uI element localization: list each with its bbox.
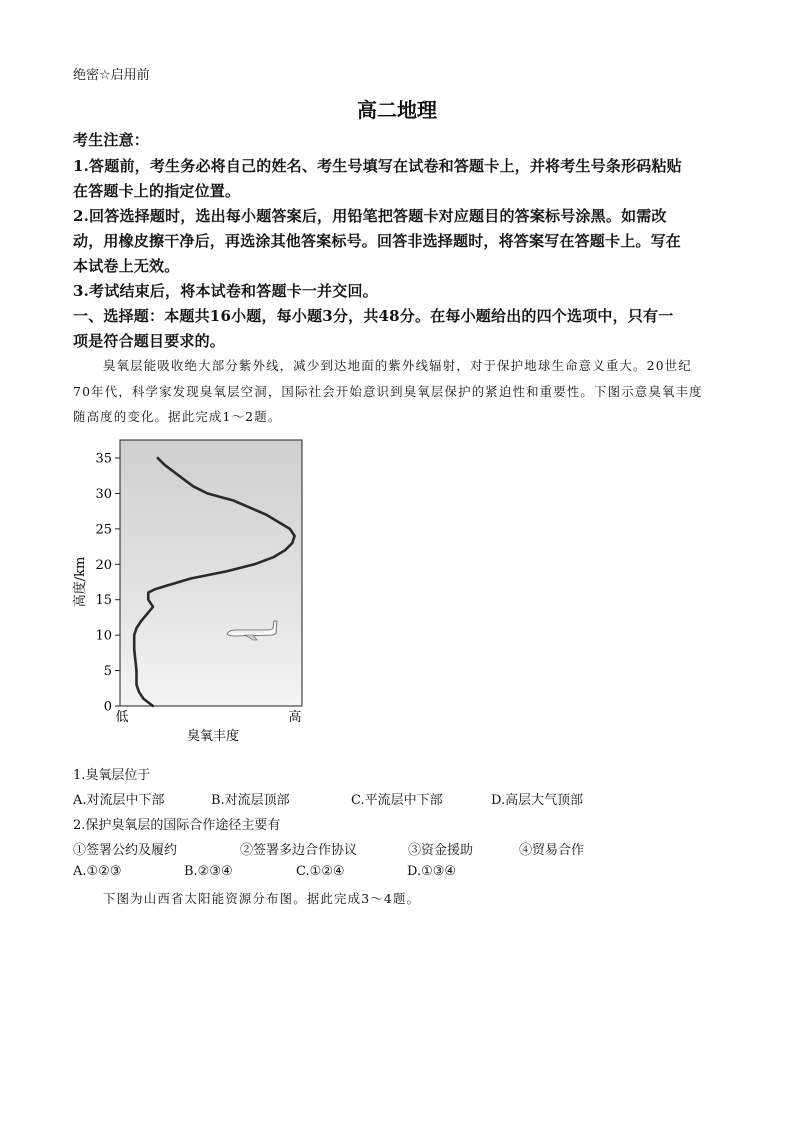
question-2-item-3: ③资金援助 xyxy=(408,843,474,858)
passage-text: 70年代，科学家发现臭氧层空洞，国际社会开始意识到臭氧层保护的紧迫性和重要性。下图示意臭氧丰度 xyxy=(73,384,703,399)
x-tick-label-low: 低 xyxy=(115,710,129,725)
y-tick-label: 25 xyxy=(95,522,112,538)
question-2-option-c: C.①②④ xyxy=(296,864,345,879)
notice-line: 1.答题前，考生务必将自己的姓名、考生号填写在试卷和答题卡上，并将考生号条形码粘贴 xyxy=(73,157,682,175)
notice-heading: 考生注意： xyxy=(73,131,150,149)
y-tick-label: 35 xyxy=(95,451,112,467)
y-tick-label: 20 xyxy=(95,557,112,573)
question-1-stem: 1.臭氧层位于 xyxy=(73,768,151,783)
notice-line: 在答题卡上的指定位置。 xyxy=(73,182,241,200)
question-2-option-a: A.①②③ xyxy=(73,864,122,879)
section-heading-cont: 项是符合题目要求的。 xyxy=(73,332,226,350)
page-title: 高二地理 xyxy=(357,98,437,122)
question-1-option-a: A.对流层中下部 xyxy=(73,793,165,808)
notice-line: 本试卷上无效。 xyxy=(73,257,180,275)
confidential-header: 绝密☆启用前 xyxy=(73,68,150,83)
y-tick-label: 30 xyxy=(95,486,112,502)
question-2-option-d: D.①③④ xyxy=(407,864,457,879)
y-tick-label: 0 xyxy=(103,699,112,715)
notice-line: 动，用橡皮擦干净后，再选涂其他答案标号。回答非选择题时，将答案写在答题卡上。写在 xyxy=(73,232,682,250)
section-heading: 一、选择题：本题共16小题，每小题3分，共48分。在每小题给出的四个选项中，只有一 xyxy=(73,307,674,325)
question-2-item-1: ①签署公约及履约 xyxy=(73,843,178,858)
question-2-option-b: B.②③④ xyxy=(184,864,233,879)
y-tick-label: 10 xyxy=(95,628,112,644)
notice-line: 2.回答选择题时，选出每小题答案后，用铅笔把答题卡对应题目的答案标号涂黑。如需改 xyxy=(73,207,667,225)
question-2-item-4: ④贸易合作 xyxy=(519,843,585,858)
x-tick-label-high: 高 xyxy=(288,710,302,725)
passage-2-text: 下图为山西省太阳能资源分布图。据此完成3～4题。 xyxy=(103,891,421,906)
passage-text: 臭氧层能吸收绝大部分紫外线，减少到达地面的紫外线辐射，对于保护地球生命意义重大。20世纪 xyxy=(103,358,692,373)
question-2-stem: 2.保护臭氧层的国际合作途径主要有 xyxy=(73,818,281,833)
question-2-item-2: ②签署多边合作协议 xyxy=(240,843,358,858)
question-1-option-d: D.高层大气顶部 xyxy=(491,793,584,808)
ozone-chart xyxy=(65,432,365,752)
y-axis-label: 高度/km xyxy=(73,556,88,608)
y-tick-label: 5 xyxy=(103,664,112,680)
question-1-option-b: B.对流层顶部 xyxy=(211,793,290,808)
plot-area xyxy=(120,440,302,706)
y-axis xyxy=(95,452,120,715)
notice-line: 3.考试结束后，将本试卷和答题卡一并交回。 xyxy=(73,282,378,300)
y-tick-label: 15 xyxy=(95,593,112,609)
x-axis-label: 臭氧丰度 xyxy=(186,729,240,744)
question-1-option-c: C.平流层中下部 xyxy=(351,793,443,808)
passage-text: 随高度的变化。据此完成1～2题。 xyxy=(73,409,282,424)
